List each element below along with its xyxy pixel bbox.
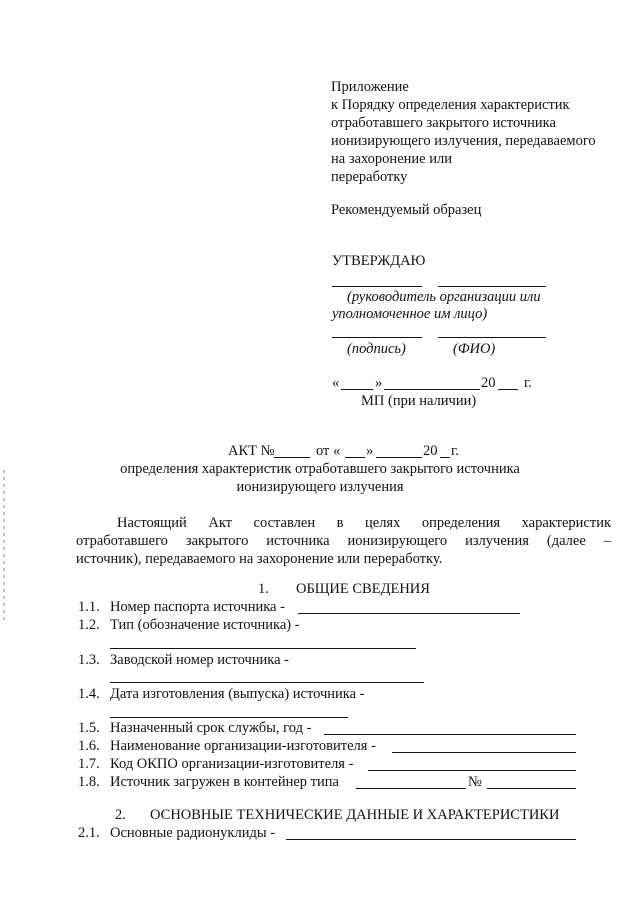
intro-line: Настоящий Акт составлен в целях определения характеристик <box>117 515 611 531</box>
manufacture-date-field[interactable] <box>110 717 348 718</box>
name-line <box>438 337 546 338</box>
act-month-line <box>376 457 422 458</box>
item-number: 1.1. <box>78 599 100 615</box>
approval-date-close: » <box>375 375 383 391</box>
item-label: Источник загружен в контейнер типа <box>110 774 339 790</box>
approval-role-line <box>332 286 422 287</box>
act-subtitle: определения характеристик отработавшего закрытого источника <box>120 461 520 477</box>
act-title-suffix: г. <box>451 443 459 459</box>
appendix-line: переработку <box>331 169 408 185</box>
item-label: Дата изготовления (выпуска) источника - <box>110 686 365 702</box>
approval-title: УТВЕРЖДАЮ <box>332 253 426 269</box>
act-number-line <box>274 457 310 458</box>
service-life-field[interactable] <box>324 734 576 735</box>
item-label: Наименование организации-изготовителя - <box>110 738 376 754</box>
appendix-line: ионизирующего излучения, передаваемого <box>331 133 596 149</box>
section-1-number: 1. <box>258 581 269 597</box>
act-title-close: » <box>366 443 374 459</box>
okpo-code-field[interactable] <box>368 770 576 771</box>
intro-line: источник), передаваемого на захоронение или переработку. <box>76 551 443 567</box>
item-label: Заводской номер источника - <box>110 652 289 668</box>
item-number: 1.3. <box>78 652 100 668</box>
item-number: 1.6. <box>78 738 100 754</box>
item-label: Основные радионуклиды - <box>110 825 276 841</box>
manufacturer-name-field[interactable] <box>392 752 576 753</box>
source-type-field[interactable] <box>110 648 416 649</box>
item-number: 1.7. <box>78 756 100 772</box>
approval-year-line <box>498 389 518 390</box>
approval-role-label: уполномоченное им лицо) <box>332 306 488 322</box>
container-number-field[interactable] <box>487 788 576 789</box>
approval-date-open: « <box>332 375 340 391</box>
passport-number-field[interactable] <box>298 613 520 614</box>
act-title-year: 20 <box>423 443 438 459</box>
name-label: (ФИО) <box>453 341 496 357</box>
item-label: Назначенный срок службы, год - <box>110 720 312 736</box>
item-number: 2.1. <box>78 825 100 841</box>
appendix-line: к Порядку определения характеристик <box>331 97 570 113</box>
act-title-prefix: АКТ № <box>228 443 275 459</box>
item-number: 1.5. <box>78 720 100 736</box>
signature-label: (подпись) <box>347 341 406 357</box>
appendix-line: отработавшего закрытого источника <box>331 115 556 131</box>
item-label: Тип (обозначение источника) - <box>110 617 300 633</box>
item-number: 1.2. <box>78 617 100 633</box>
item-label: Код ОКПО организации-изготовителя - <box>110 756 354 772</box>
intro-line: отработавшего закрытого источника ионизирующего излучения (далее – <box>76 533 611 549</box>
sample-label: Рекомендуемый образец <box>331 202 482 218</box>
section-1-title: ОБЩИЕ СВЕДЕНИЯ <box>296 581 430 597</box>
act-title-from: от « <box>316 443 341 459</box>
appendix-line: Приложение <box>331 79 409 95</box>
approval-date-month-line <box>384 389 480 390</box>
approval-role-line <box>438 286 546 287</box>
approval-year-prefix: 20 <box>481 375 496 391</box>
act-day-line <box>345 457 365 458</box>
act-subtitle: ионизирующего излучения <box>236 479 404 495</box>
act-year-line <box>440 457 450 458</box>
appendix-line: на захоронение или <box>331 151 452 167</box>
item-number: 1.4. <box>78 686 100 702</box>
number-sign: № <box>468 774 482 790</box>
signature-line <box>332 337 422 338</box>
item-label: Номер паспорта источника - <box>110 599 285 615</box>
section-2-title: ОСНОВНЫЕ ТЕХНИЧЕСКИЕ ДАННЫЕ И ХАРАКТЕРИСТИКИ <box>150 807 560 823</box>
approval-year-suffix: г. <box>524 375 532 391</box>
approval-role-label: (руководитель организации или <box>347 289 541 305</box>
radionuclides-field[interactable] <box>286 839 576 840</box>
approval-date-day-line <box>341 389 373 390</box>
section-2-number: 2. <box>115 807 126 823</box>
serial-number-field[interactable] <box>110 682 424 683</box>
item-number: 1.8. <box>78 774 100 790</box>
stamp-label: МП (при наличии) <box>361 393 477 409</box>
container-type-field[interactable] <box>356 788 466 789</box>
